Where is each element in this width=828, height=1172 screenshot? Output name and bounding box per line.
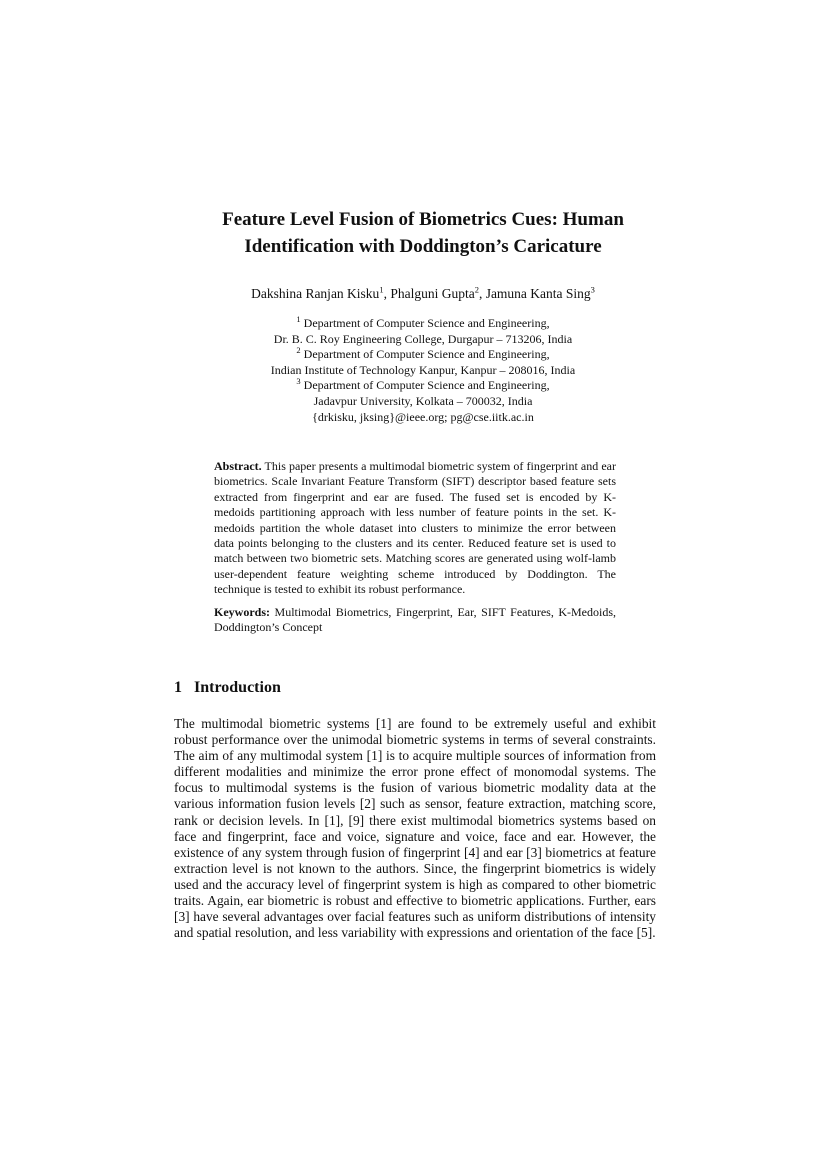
paper-title [150,206,696,260]
affiliation-institution: Jadavpur University, Kolkata – 700032, India [313,393,533,408]
abstract-label: Abstract. [214,459,262,473]
keywords-label: Keywords: [214,605,270,619]
author-affiliation-mark: 2 [474,284,479,295]
affiliation-mark: 1 [296,314,301,324]
affiliation-institution: Indian Institute of Technology Kanpur, Kanpur – 208016, India [270,362,576,377]
section-title: Introduction [194,679,281,696]
abstract-text: This paper presents a multimodal biometric system of fingerprint and ear biometrics. Scale Invariant Feature Transform (SIFT) descriptor based feature sets extracted from fingerprint and ear are fused. The fused set is encoded by K-medoids partitioning approach with less number of feature points in the set. K-medoids partition the whole dataset into clusters to minimize the error between data points belonging to the clusters and its center. Reduced feature set is used to match between two biometric sets. Matching scores are generated using wolf-lamb user-dependent feature weighting scheme introduced by Doddington. The technique is tested to exhibit its robust performance. [214,459,616,597]
affiliation-mark: 3 [296,376,301,387]
author-separator: , [478,286,486,301]
affiliation-line [150,347,696,363]
author-name: Phalguni Gupta [390,286,475,301]
title-line-2: Identification with Doddington’s Caricature [244,236,602,257]
author-name: Jamuna Kanta Sing [485,286,591,301]
author-name: Dakshina Ranjan Kisku [251,286,380,301]
title-line-1: Feature Level Fusion of Biometrics Cues: Human [222,209,624,230]
section-heading [174,678,281,698]
affiliation-line [150,378,696,394]
keywords-text: Multimodal Biometrics, Fingerprint, Ear, SIFT Features, K-Medoids, Doddington’s Concept [214,605,617,635]
introduction-body: The multimodal biometric systems [1] are found to be extremely useful and exhibit robust performance over the unimodal biometric systems in terms of several constraints. The aim of any multimodal system [1] is to acquire multiple sources of information from different modalities and minimize the error prone effect of monomodal systems. The focus to multimodal systems is the fusion of various biometric modality data at the various information fusion levels [2] such as sensor, feature extraction, matching score, rank or decision levels. In [1], [9] there exist multimodal biometrics systems based on face and fingerprint, face and voice, signature and voice, face and ear. However, the existence of any system through fusion of fingerprint [4] and ear [3] biometrics at feature extraction level is not known to the authors. Since, the fingerprint biometrics is widely used and the accuracy level of fingerprint system is high as compared to other biometric traits. Again, ear biometric is robust and effective to biometric applications. Further, ears [3] have several advantages over facial features such as uniform distributions of intensity and spatial resolution, and less variability with expressions and orientation of the face [5]. [174,716,656,941]
affiliation-department: Department of Computer Science and Engineering, [303,347,550,362]
affiliation-department: Department of Computer Science and Engineering, [303,316,550,330]
section-number: 1 [174,679,182,696]
author-emails: {drkisku, jksing}@ieee.org; pg@cse.iitk.ac.in [312,409,534,424]
affiliation-line [150,316,696,332]
affiliation-department: Department of Computer Science and Engineering, [303,378,550,393]
affiliation-mark: 2 [296,345,301,356]
author-separator: , [383,286,391,301]
affiliations [150,316,696,425]
abstract [214,459,616,598]
keywords [214,605,616,636]
author-affiliation-mark: 1 [379,284,384,295]
affiliation-institution: Dr. B. C. Roy Engineering College, Durgapur – 713206, India [273,331,573,346]
author-list [150,285,696,303]
author-affiliation-mark: 3 [590,284,595,295]
